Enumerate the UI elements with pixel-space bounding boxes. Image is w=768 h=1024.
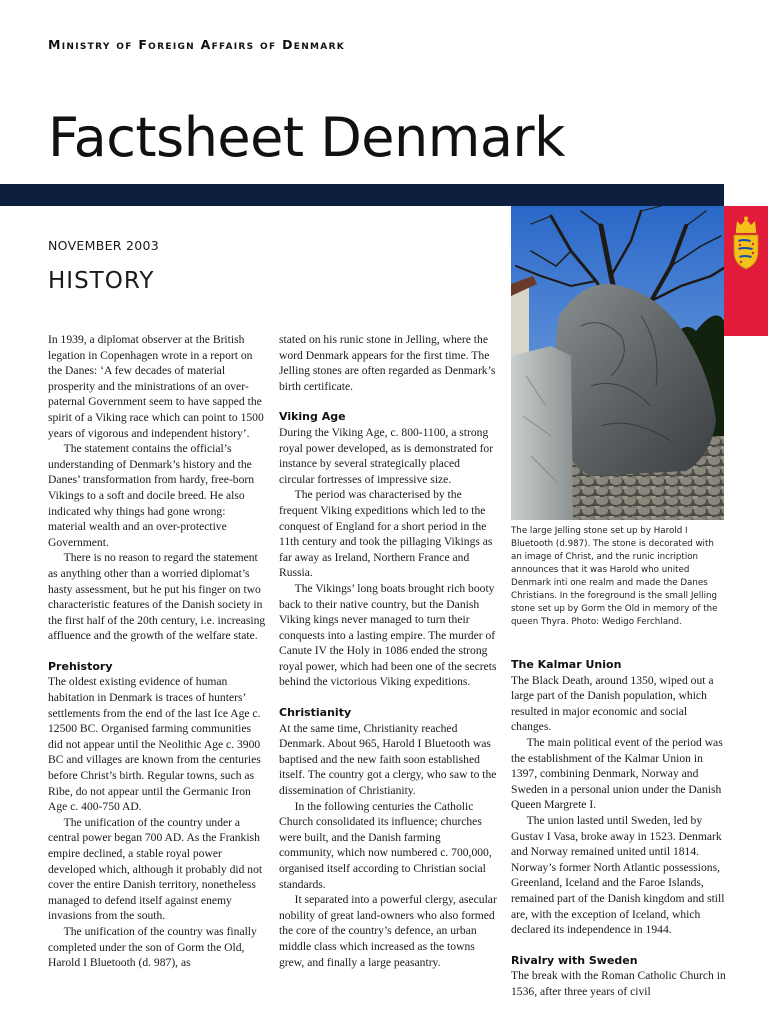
publication-date: NOVEMBER 2003 [48,238,160,253]
paragraph: At the same time, Christianity reached Denmark. About 965, Harold I Bluetooth was baptised and the new faith soon established itself. The country got a clergy, who saw to the dissemination of Christianity. [279,721,497,798]
photo-caption: The large Jelling stone set up by Harold I Bluetooth (d.987). The stone is decorated with an image of Christ, and the runic incription announces that it was Harold who united Denmark inti one realm and made the Danes Christians. In the foreground is the small Jelling stone set up by Gorm the Old in memory of the queen Thyra. Photo: Wedigo Ferchland. [511,526,718,628]
ministry-header: Ministry of Foreign Affairs of Denmark [48,37,346,52]
paragraph: The union lasted until Sweden, led by Gustav I Vasa, broke away in 1523. Denmark and Norway remained united until 1814. Norway’s former North Atlantic possessions, Greenland, Iceland and the Faroe Islands, remained part of the Danish kingdom and still are, with the exception of Iceland, which declared its independence in 1944. [511,813,725,937]
royal-coat-of-arms [724,206,768,336]
document-title: Factsheet Denmark [48,106,565,169]
paragraph: stated on his runic stone in Jelling, where the word Denmark appears for the first time. The Jelling stones are often regarded as Denmark’s birth certificate. [279,333,496,393]
paragraph: The Vikings’ long boats brought rich booty back to their native country, but the Danish Viking kings never managed to turn their conquests into a lasting empire. The murder of Canute IV the Holy in 1086 ended the strong royal power, which had been one of the secrets behind the victorious Viking expeditions. [279,581,497,689]
paragraph: It separated into a powerful clergy, asecular nobility of great land-owners who also formed the core of the country’s defence, an urban middle class which increased as the towns grew, and finally a large peasantry. [279,893,497,969]
text-column-2 [279,332,497,970]
paragraph: The unification of the country under a central power began 700 AD. As the Frankish empire declined, a stable royal power developed which, although it probably did not cover the entire Danish territory, nonetheless managed to defend itself against enemy invasions from the south. [48,815,263,923]
crown-shield-icon [731,216,761,272]
heading-rivalry-with-sweden: Rivalry with Sweden [511,953,638,967]
jelling-stone-photo [511,206,724,520]
paragraph: In the following centuries the Catholic Church consolidated its influence; churches were built, and the Danish farming community, which now numbered c. 700,000, organised itself according to Christian social standards. [279,799,492,891]
heading-kalmar-union: The Kalmar Union [511,658,622,671]
paragraph: There is no reason to regard the statement as anything other than a worried diplomat’s hasty assessment, but he put his finger on two characteristic features of the Danish society in the first half of the 20th century, i.e. increasing affluence and the growth of the welfare state. [48,551,266,643]
paragraph: The main political event of the period was the establishment of the Kalmar Union in 1397, combining Denmark, Norway and Sweden in a personal union under the Danish Queen Margrete I. [511,735,723,812]
text-column-3 [511,657,729,999]
header-band [0,184,724,206]
section-title: HISTORY [48,268,155,294]
heading-prehistory: Prehistory [48,659,113,673]
paragraph: In 1939, a diplomat observer at the British legation in Copenhagen wrote in a report on the Danes: ‘A few decades of material prosperity and the ministrations of an over-paternal Government seem to have sapped the spirit of a Viking race which can point to 1500 years of vigorous and independent history’. [48,333,264,440]
paragraph: The break with the Roman Catholic Church in 1536, after three years of civil [511,969,726,998]
paragraph: The Black Death, around 1350, wiped out a large part of the Danish population, which resulted in major economic and social changes. [511,673,714,734]
paragraph: The period was characterised by the frequent Viking expeditions which led to the conquest of England for a short period in the 11th century and took the pillaging Vikings as far away as Ireland, Northern France and Russia. [279,488,493,580]
heading-viking-age: Viking Age [279,410,346,424]
paragraph: The statement contains the official’s understanding of Denmark’s history and the Danes’ transformation from hardy, free-born Vikings to a soft and docile breed. He also indicated why things had gone wrong: material wealth and an over-protective Government. [48,442,255,549]
text-column-1 [48,332,266,971]
heading-christianity: Christianity [279,706,352,720]
paragraph: The unification of the country was finally completed under the son of Gorm the Old, Harold I Bluetooth (d. 987), as [48,924,257,970]
paragraph: The oldest existing evidence of human habitation in Denmark is traces of hunters’ settlements from the end of the last Ice Age c. 12500 BC. Organised farming communities did not appear until the Neolithic Age c. 3900 BC and villages are known from the centuries before Christ’s birth. Regular towns, such as Ribe, do not appear until the Germanic Iron Age c. 400-750 AD. [48,675,261,814]
paragraph: During the Viking Age, c. 800-1100, a strong royal power developed, as is demonstrated for instance by several strategically placed circular fortresses of impressive size. [279,425,494,486]
